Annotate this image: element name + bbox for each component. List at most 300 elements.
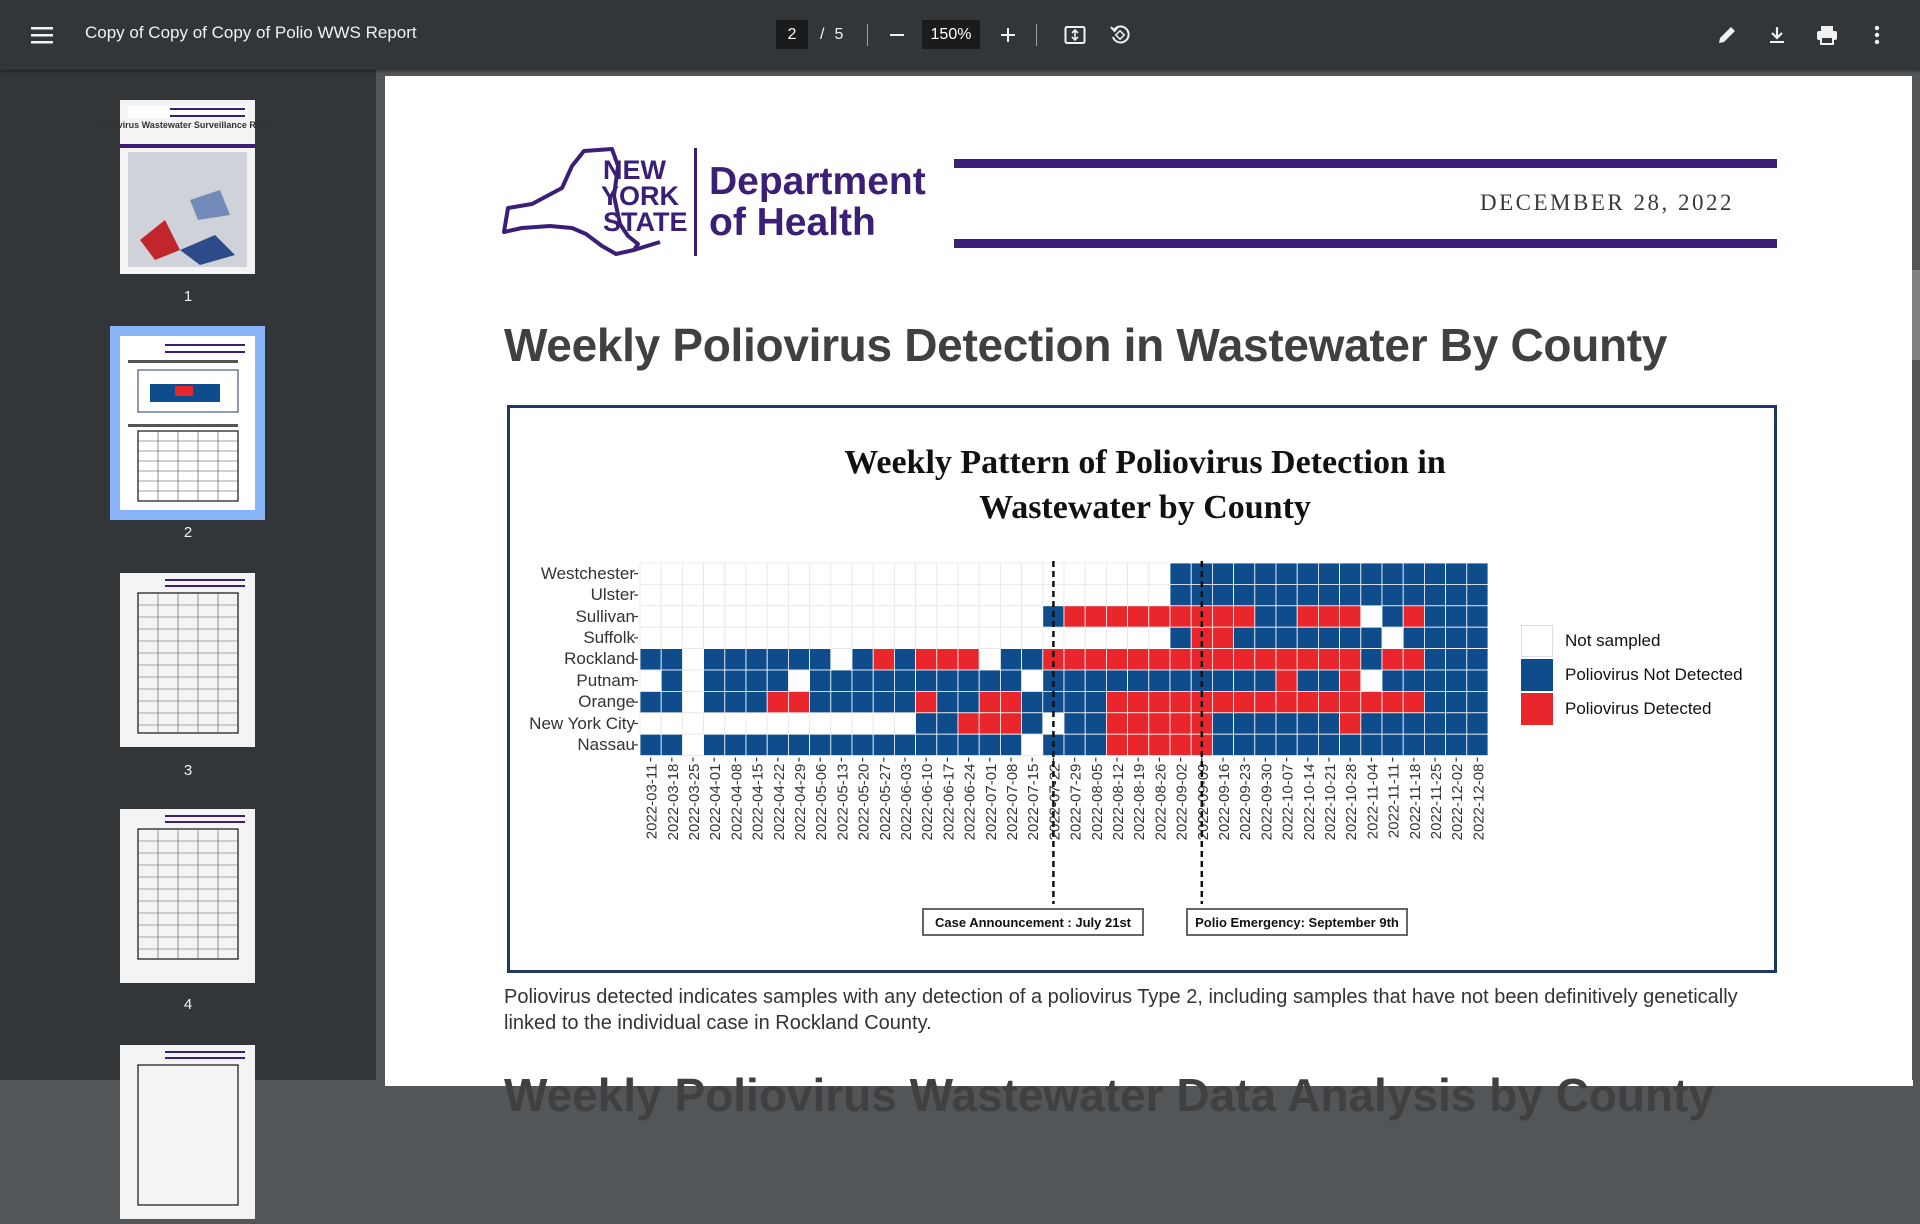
heatmap-cell <box>1106 713 1127 734</box>
heatmap-cell <box>661 670 682 691</box>
heatmap-cell <box>873 713 894 734</box>
heatmap-cell <box>1064 563 1085 584</box>
week-label: 2022-05-13 <box>834 763 852 841</box>
heatmap-cell <box>746 563 767 584</box>
heatmap-cell <box>1297 670 1318 691</box>
heatmap-cell <box>1424 670 1445 691</box>
heatmap-cell <box>831 691 852 712</box>
week-label: 2022-04-01 <box>707 763 725 841</box>
next-section-heading: Weekly Poliovirus Wastewater Data Analysis by County <box>504 1069 1715 1121</box>
heatmap-cell <box>704 563 725 584</box>
heatmap-cell <box>1361 649 1382 670</box>
zoom-input[interactable] <box>922 20 980 49</box>
heatmap-cell <box>767 606 788 627</box>
heatmap-cell <box>1212 734 1233 755</box>
heatmap-cell <box>725 606 746 627</box>
heatmap-cell <box>1085 713 1106 734</box>
week-label: 2022-05-20 <box>855 763 873 841</box>
heatmap-cell <box>1403 649 1424 670</box>
heatmap-cell <box>1106 627 1127 648</box>
heatmap-cell <box>1106 606 1127 627</box>
week-label: 2022-07-01 <box>982 763 1000 841</box>
heatmap-cell <box>1000 691 1021 712</box>
week-label: 2022-10-14 <box>1300 763 1318 841</box>
heatmap-cell <box>937 649 958 670</box>
county-label: Putnam <box>576 670 635 690</box>
heatmap-cell <box>810 734 831 755</box>
week-label: 2022-07-08 <box>1004 763 1021 841</box>
heatmap-cell <box>704 670 725 691</box>
heatmap-cell <box>979 627 1000 648</box>
week-label: 2022-08-19 <box>1131 763 1149 841</box>
heatmap-cell <box>1318 670 1339 691</box>
heatmap-cell <box>958 563 979 584</box>
heatmap-cell <box>1000 649 1021 670</box>
heatmap-cell <box>1022 691 1043 712</box>
heatmap-cell <box>661 563 682 584</box>
heatmap-cell <box>1255 606 1276 627</box>
logo-word: NEW <box>603 155 666 185</box>
heatmap-cell <box>1276 713 1297 734</box>
print-button[interactable] <box>1807 15 1847 55</box>
heatmap-cell <box>894 734 915 755</box>
county-label: Nassau <box>577 734 635 754</box>
heatmap-cell <box>1318 734 1339 755</box>
heatmap-cell <box>1234 670 1255 691</box>
heatmap-cell <box>958 627 979 648</box>
heatmap-cell <box>979 563 1000 584</box>
heatmap-cell <box>767 649 788 670</box>
heatmap-cell <box>831 713 852 734</box>
heatmap-cell <box>1424 563 1445 584</box>
heatmap-cell <box>1085 691 1106 712</box>
more-actions-button[interactable] <box>1857 15 1897 55</box>
heatmap-cell <box>810 563 831 584</box>
heatmap-cell <box>1022 734 1043 755</box>
thumbnail-sidebar <box>0 70 376 1080</box>
heatmap-cell <box>1255 713 1276 734</box>
heatmap-cell <box>1022 563 1043 584</box>
heatmap-cell <box>1403 670 1424 691</box>
page-thumbnail-1[interactable] <box>95 100 279 274</box>
heatmap-cell <box>916 713 937 734</box>
heatmap-cell <box>916 584 937 605</box>
heatmap-cell <box>916 649 937 670</box>
page-thumbnail-5[interactable] <box>120 1045 255 1219</box>
heatmap-cell <box>1467 649 1488 670</box>
heatmap-cell <box>788 627 809 648</box>
heatmap-cell <box>873 584 894 605</box>
more-vert-icon <box>1874 25 1880 45</box>
heatmap-cell <box>1064 606 1085 627</box>
heatmap-cell <box>1424 691 1445 712</box>
annotation-case-announcement: Case Announcement : July 21st <box>922 908 1144 936</box>
heatmap-cell <box>1212 649 1233 670</box>
heatmap-cell <box>1128 691 1149 712</box>
heatmap-cell <box>1297 734 1318 755</box>
heatmap-cell <box>1106 691 1127 712</box>
heatmap-cell <box>1403 563 1424 584</box>
week-label: 2022-07-15 <box>1025 763 1043 841</box>
heatmap-cell <box>1340 606 1361 627</box>
heatmap-cell <box>1467 713 1488 734</box>
heatmap-cell <box>894 670 915 691</box>
heatmap-cell <box>1424 606 1445 627</box>
heatmap-cell <box>1255 691 1276 712</box>
heatmap-cell <box>1022 713 1043 734</box>
heatmap-cell <box>958 713 979 734</box>
legend-swatch <box>1521 693 1553 725</box>
pdf-toolbar <box>0 0 1920 70</box>
heatmap-cell <box>1297 606 1318 627</box>
heatmap-cell <box>1340 649 1361 670</box>
heatmap-cell <box>682 563 703 584</box>
week-label: 2022-09-30 <box>1258 763 1276 841</box>
heatmap-cell <box>958 670 979 691</box>
heatmap-cell <box>704 713 725 734</box>
heatmap-cell <box>831 563 852 584</box>
heatmap-cell <box>979 713 1000 734</box>
week-label: 2022-03-25 <box>686 763 703 841</box>
heatmap-cell <box>1064 627 1085 648</box>
heatmap-cell <box>958 691 979 712</box>
legend-not-sampled <box>1521 625 1660 657</box>
heatmap-cell <box>937 670 958 691</box>
heatmap-cell <box>1318 691 1339 712</box>
heatmap-cell <box>704 584 725 605</box>
heatmap-cell <box>852 627 873 648</box>
logo-word: YORK <box>601 181 680 211</box>
heatmap-cell <box>810 691 831 712</box>
heatmap-cell <box>682 670 703 691</box>
legend-detected <box>1521 693 1711 725</box>
zoom-out-button[interactable] <box>877 15 917 55</box>
heatmap-cell <box>1149 713 1170 734</box>
heatmap-cell <box>1106 584 1127 605</box>
heatmap-cell <box>1212 670 1233 691</box>
heatmap-cell <box>1318 563 1339 584</box>
heatmap-cell <box>1340 691 1361 712</box>
page-thumbnail-3[interactable] <box>120 573 255 747</box>
logo-department: Department <box>709 160 926 203</box>
fit-page-button[interactable] <box>1055 15 1095 55</box>
heatmap-cell <box>1212 606 1233 627</box>
logo-health: of Health <box>709 201 876 244</box>
annotation-polio-emergency: Polio Emergency: September 9th <box>1186 908 1408 936</box>
heatmap-cell <box>831 627 852 648</box>
heatmap-cell <box>894 606 915 627</box>
plus-icon <box>1000 27 1016 43</box>
heatmap-cell <box>1467 606 1488 627</box>
heatmap-cell <box>1340 627 1361 648</box>
heatmap-cell <box>1382 563 1403 584</box>
heatmap-cell <box>682 713 703 734</box>
heatmap-cell <box>1361 691 1382 712</box>
week-label: 2022-04-22 <box>770 763 788 841</box>
heatmap-cell <box>1446 713 1467 734</box>
page-number-input[interactable] <box>776 20 808 49</box>
heatmap-cell <box>1170 713 1191 734</box>
heatmap-cell <box>704 649 725 670</box>
heatmap-cell <box>1234 563 1255 584</box>
pencil-icon <box>1717 25 1737 45</box>
heatmap-cell <box>1318 584 1339 605</box>
heatmap-cell <box>640 734 661 755</box>
header-rule-bottom <box>954 239 1777 248</box>
heatmap-cell <box>1128 713 1149 734</box>
heatmap-cell <box>916 691 937 712</box>
week-label: 2022-11-18 <box>1406 763 1424 840</box>
heatmap-cell <box>916 627 937 648</box>
heatmap-cell <box>725 627 746 648</box>
heatmap-cell <box>1064 734 1085 755</box>
heatmap-cell <box>1361 584 1382 605</box>
heatmap-cell <box>1255 649 1276 670</box>
heatmap-cell <box>831 584 852 605</box>
week-label: 2022-06-10 <box>919 763 937 841</box>
heatmap-cell <box>1382 670 1403 691</box>
heatmap-cell <box>1149 649 1170 670</box>
heatmap-cell <box>1149 606 1170 627</box>
heatmap-cell <box>1446 670 1467 691</box>
heatmap-cell <box>1234 691 1255 712</box>
heatmap-cell <box>1446 563 1467 584</box>
heatmap-cell <box>852 584 873 605</box>
heatmap-cell <box>1382 734 1403 755</box>
heatmap-cell <box>746 691 767 712</box>
heatmap-cell <box>1128 670 1149 691</box>
heatmap-cell <box>1424 734 1445 755</box>
heatmap-cell <box>1403 584 1424 605</box>
heatmap-cell <box>1382 649 1403 670</box>
heatmap-cell <box>1085 606 1106 627</box>
heatmap-cell <box>979 584 1000 605</box>
heatmap-cell <box>979 734 1000 755</box>
heatmap-cell <box>767 563 788 584</box>
heatmap-cell <box>1149 734 1170 755</box>
heatmap-cell <box>682 734 703 755</box>
heatmap-cell <box>725 563 746 584</box>
heatmap-cell <box>1446 734 1467 755</box>
heatmap-cell <box>958 649 979 670</box>
menu-icon[interactable] <box>22 15 62 55</box>
heatmap-cell <box>1212 563 1233 584</box>
heatmap-cell <box>1403 606 1424 627</box>
heatmap-cell <box>788 649 809 670</box>
heatmap-cell <box>1255 584 1276 605</box>
heatmap-cell <box>979 606 1000 627</box>
fit-to-page-icon <box>1064 24 1086 46</box>
heatmap-cell <box>873 670 894 691</box>
week-label: 2022-12-02 <box>1449 763 1467 841</box>
heatmap-cell <box>1276 563 1297 584</box>
week-label: 2022-08-26 <box>1152 763 1170 841</box>
heatmap-cell <box>1000 734 1021 755</box>
heatmap-cell <box>1255 563 1276 584</box>
heatmap-cell <box>937 734 958 755</box>
week-label: 2022-08-12 <box>1110 763 1127 841</box>
week-label: 2022-06-24 <box>961 763 979 841</box>
heatmap-cell <box>1467 627 1488 648</box>
legend-label: Poliovirus Detected <box>1565 699 1712 718</box>
week-label: 2022-05-27 <box>876 763 894 841</box>
week-label: 2022-04-08 <box>728 763 746 841</box>
heatmap-cell <box>1297 584 1318 605</box>
page-selector <box>776 20 843 49</box>
heatmap-cell <box>894 691 915 712</box>
heatmap-cell <box>852 713 873 734</box>
heatmap-cell <box>788 670 809 691</box>
heatmap-cell <box>916 606 937 627</box>
heatmap-cell <box>1255 627 1276 648</box>
heatmap-cell <box>704 691 725 712</box>
heatmap-cell <box>1170 584 1191 605</box>
heatmap-cell <box>725 713 746 734</box>
thumbnail-label: 3 <box>183 762 193 779</box>
zoom-in-button[interactable] <box>988 15 1028 55</box>
heatmap-cell <box>1128 627 1149 648</box>
heatmap-cell <box>1085 670 1106 691</box>
new-york-state-outline-icon <box>502 146 932 261</box>
heatmap-cell <box>894 627 915 648</box>
scrollbar-thumb[interactable] <box>1912 270 1920 360</box>
heatmap-cell <box>937 563 958 584</box>
heatmap-cell <box>661 584 682 605</box>
heatmap-cell <box>894 584 915 605</box>
heatmap-cell <box>1000 563 1021 584</box>
heatmap-cell <box>1361 734 1382 755</box>
heatmap-cell <box>1276 584 1297 605</box>
heatmap-cell <box>1361 606 1382 627</box>
heatmap-cell <box>1297 691 1318 712</box>
heatmap-cell <box>1446 691 1467 712</box>
heatmap-cell <box>873 734 894 755</box>
rotate-button[interactable] <box>1100 15 1140 55</box>
heatmap-cell <box>746 606 767 627</box>
heatmap-cell <box>810 627 831 648</box>
logo-word: STATE <box>603 207 688 237</box>
heatmap-cell <box>746 734 767 755</box>
heatmap-cell <box>1170 627 1191 648</box>
heatmap-cell <box>894 713 915 734</box>
report-date: DECEMBER 28, 2022 <box>1480 190 1734 215</box>
heatmap-cell <box>1022 606 1043 627</box>
week-label: 2022-06-03 <box>898 763 915 841</box>
page-thumbnail-2[interactable] <box>120 336 255 510</box>
heatmap-cell <box>1340 734 1361 755</box>
heatmap-cell <box>725 649 746 670</box>
heatmap-cell <box>810 713 831 734</box>
heatmap-cell <box>810 584 831 605</box>
heatmap-cell <box>1446 649 1467 670</box>
heatmap-cell <box>1276 606 1297 627</box>
heatmap-cell <box>1361 627 1382 648</box>
heatmap-cell <box>1361 563 1382 584</box>
heatmap-cell <box>640 563 661 584</box>
heatmap-cell <box>1085 563 1106 584</box>
heatmap-cell <box>1000 670 1021 691</box>
heatmap-cell <box>640 606 661 627</box>
heatmap-cell <box>1424 713 1445 734</box>
heatmap-cell <box>1106 649 1127 670</box>
nys-doh-logo <box>502 146 932 261</box>
heatmap-cell <box>1297 649 1318 670</box>
heatmap-cell <box>1128 734 1149 755</box>
document-title: Copy of Copy of Copy of Polio WWS Report <box>85 23 417 42</box>
heatmap-cell <box>1128 584 1149 605</box>
heatmap-cell <box>979 670 1000 691</box>
chart-caption: Poliovirus detected indicates samples with any detection of a poliovirus Type 2, including samples that have not been definitively genetically linked to the individual case in Rockland County. <box>504 986 1738 1034</box>
heatmap-cell <box>1149 670 1170 691</box>
heatmap-cell <box>1318 606 1339 627</box>
heatmap-chart <box>507 405 1777 973</box>
heatmap-cell <box>937 627 958 648</box>
heatmap-cell <box>682 691 703 712</box>
week-label: 2022-11-11 <box>1385 763 1403 839</box>
vertical-scrollbar[interactable] <box>1912 70 1920 1080</box>
heatmap-cell <box>1467 734 1488 755</box>
county-label: Orange <box>578 692 635 712</box>
heatmap-cell <box>1170 606 1191 627</box>
heatmap-cell <box>852 563 873 584</box>
heatmap-cell <box>1276 670 1297 691</box>
heatmap-cell <box>682 649 703 670</box>
week-label: 2022-07-29 <box>1067 763 1085 841</box>
heatmap-cell <box>1255 670 1276 691</box>
toolbar-divider <box>1036 24 1037 46</box>
heatmap-cell <box>852 691 873 712</box>
heatmap-cell <box>1276 627 1297 648</box>
week-label: 2022-03-11 <box>643 763 661 840</box>
heatmap-cell <box>873 563 894 584</box>
week-label: 2022-03-18 <box>664 763 682 841</box>
heatmap-cell <box>746 627 767 648</box>
chart-title-line1: Weekly Pattern of Poliovirus Detection in <box>844 444 1446 481</box>
heatmap-cell <box>1170 649 1191 670</box>
county-label: Rockland <box>564 649 635 669</box>
week-label: 2022-05-06 <box>813 763 831 841</box>
heatmap-cell <box>1064 649 1085 670</box>
download-button[interactable] <box>1757 15 1797 55</box>
heatmap-cell <box>640 691 661 712</box>
heatmap-cell <box>873 649 894 670</box>
heatmap-cell <box>937 691 958 712</box>
heatmap-cell <box>1000 584 1021 605</box>
heatmap-cell <box>916 670 937 691</box>
heatmap-cell <box>1106 734 1127 755</box>
heatmap-cell <box>1022 649 1043 670</box>
heatmap-cell <box>661 627 682 648</box>
heatmap-cell <box>1467 691 1488 712</box>
heatmap-cell <box>661 606 682 627</box>
heatmap-cell <box>852 670 873 691</box>
heatmap-cell <box>916 734 937 755</box>
heatmap-cell <box>1340 563 1361 584</box>
heatmap-cell <box>831 606 852 627</box>
heatmap-cell <box>682 627 703 648</box>
thumbnail-label: 4 <box>183 996 193 1013</box>
annotate-button[interactable] <box>1707 15 1747 55</box>
heatmap-cell <box>1467 670 1488 691</box>
heatmap-cell <box>1234 713 1255 734</box>
heatmap-cell <box>1424 627 1445 648</box>
heatmap-cell <box>1170 734 1191 755</box>
heatmap-cell <box>1318 713 1339 734</box>
heatmap-cell <box>1170 563 1191 584</box>
page-thumbnail-4[interactable] <box>120 809 255 983</box>
week-label: 2022-11-04 <box>1364 763 1382 840</box>
heatmap-cell <box>640 713 661 734</box>
